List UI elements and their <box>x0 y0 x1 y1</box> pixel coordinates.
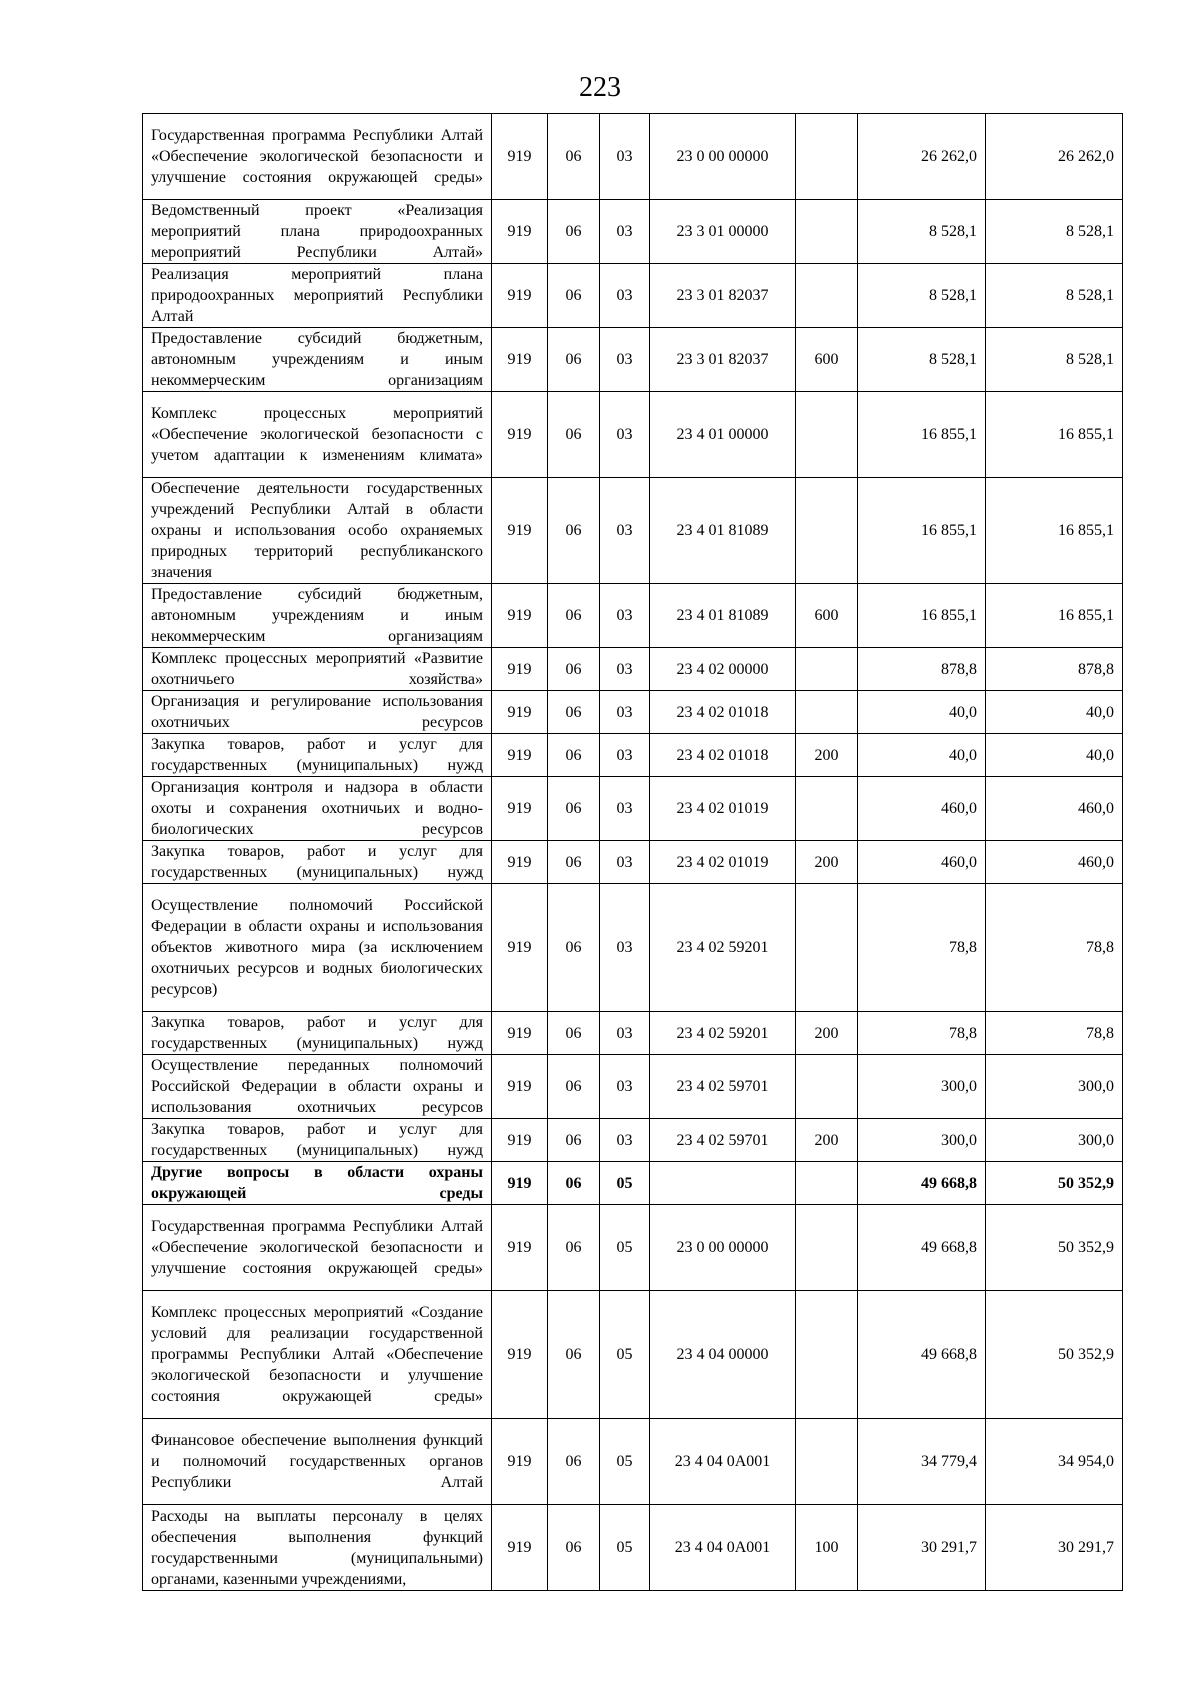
row-vr <box>796 648 858 691</box>
row-name: Закупка товаров, работ и услуг для государственных (муниципальных) нужд <box>143 734 492 777</box>
row-csr: 23 4 02 59701 <box>650 1119 796 1162</box>
row-name: Обеспечение деятельности государственных учреждений Республики Алтай в области охраны и использования особо охраняемых природных территорий республиканского значения <box>143 478 492 584</box>
row-name: Закупка товаров, работ и услуг для государственных (муниципальных) нужд <box>143 841 492 884</box>
row-amount-2: 300,0 <box>986 1055 1123 1119</box>
row-gr: 919 <box>492 200 548 264</box>
row-vr <box>796 264 858 328</box>
row-name: Закупка товаров, работ и услуг для государственных (муниципальных) нужд <box>143 1012 492 1055</box>
table-row <box>143 648 1123 691</box>
row-pr: 05 <box>600 1505 650 1591</box>
row-pr: 03 <box>600 841 650 884</box>
row-rz: 06 <box>548 1505 600 1591</box>
row-csr: 23 4 02 59201 <box>650 884 796 1012</box>
row-pr: 03 <box>600 777 650 841</box>
row-vr: 600 <box>796 584 858 648</box>
row-csr: 23 4 02 01018 <box>650 734 796 777</box>
row-gr: 919 <box>492 1505 548 1591</box>
row-amount-1: 300,0 <box>858 1055 986 1119</box>
row-gr: 919 <box>492 884 548 1012</box>
row-csr: 23 4 01 81089 <box>650 478 796 584</box>
row-amount-2: 34 954,0 <box>986 1419 1123 1505</box>
row-vr <box>796 1055 858 1119</box>
row-rz: 06 <box>548 584 600 648</box>
row-gr: 919 <box>492 1012 548 1055</box>
row-amount-2: 8 528,1 <box>986 264 1123 328</box>
row-gr: 919 <box>492 841 548 884</box>
row-gr: 919 <box>492 777 548 841</box>
table-row <box>143 584 1123 648</box>
row-vr <box>796 1419 858 1505</box>
row-csr <box>650 1162 796 1205</box>
table-row <box>143 478 1123 584</box>
row-name: Организация контроля и надзора в области охоты и сохранения охотничьих и водно-биологических ресурсов <box>143 777 492 841</box>
row-csr: 23 4 02 00000 <box>650 648 796 691</box>
row-amount-1: 8 528,1 <box>858 200 986 264</box>
row-pr: 03 <box>600 734 650 777</box>
row-amount-1: 878,8 <box>858 648 986 691</box>
row-name: Реализация мероприятий плана природоохранных мероприятий Республики Алтай <box>143 264 492 328</box>
row-amount-2: 26 262,0 <box>986 114 1123 200</box>
row-amount-1: 8 528,1 <box>858 328 986 392</box>
row-csr: 23 4 02 01018 <box>650 691 796 734</box>
row-amount-1: 16 855,1 <box>858 392 986 478</box>
row-pr: 03 <box>600 114 650 200</box>
row-gr: 919 <box>492 1119 548 1162</box>
row-name: Осуществление полномочий Российской Федерации в области охраны и использования объектов животного мира (за исключением охотничьих ресурсов и водных биологических ресурсов) <box>143 884 492 1012</box>
row-amount-1: 300,0 <box>858 1119 986 1162</box>
row-csr: 23 3 01 00000 <box>650 200 796 264</box>
row-rz: 06 <box>548 392 600 478</box>
row-amount-1: 30 291,7 <box>858 1505 986 1591</box>
row-amount-2: 878,8 <box>986 648 1123 691</box>
row-amount-1: 40,0 <box>858 691 986 734</box>
row-csr: 23 0 00 00000 <box>650 1205 796 1291</box>
row-vr <box>796 691 858 734</box>
row-amount-1: 49 668,8 <box>858 1291 986 1419</box>
row-pr: 05 <box>600 1419 650 1505</box>
row-amount-2: 30 291,7 <box>986 1505 1123 1591</box>
row-pr: 03 <box>600 648 650 691</box>
table-row <box>143 200 1123 264</box>
row-csr: 23 0 00 00000 <box>650 114 796 200</box>
row-gr: 919 <box>492 1419 548 1505</box>
table-row <box>143 1205 1123 1291</box>
table-row <box>143 734 1123 777</box>
row-name: Расходы на выплаты персоналу в целях обеспечения выполнения функций государственными (муниципальными) органами, казенными учреждениями, <box>143 1505 492 1591</box>
row-gr: 919 <box>492 114 548 200</box>
row-amount-2: 50 352,9 <box>986 1291 1123 1419</box>
row-amount-2: 300,0 <box>986 1119 1123 1162</box>
row-pr: 03 <box>600 584 650 648</box>
row-rz: 06 <box>548 1419 600 1505</box>
row-csr: 23 4 04 00000 <box>650 1291 796 1419</box>
row-rz: 06 <box>548 691 600 734</box>
row-pr: 03 <box>600 328 650 392</box>
row-vr <box>796 884 858 1012</box>
row-amount-1: 16 855,1 <box>858 478 986 584</box>
row-gr: 919 <box>492 264 548 328</box>
table-row <box>143 841 1123 884</box>
table-row <box>143 114 1123 200</box>
row-csr: 23 4 04 0А001 <box>650 1505 796 1591</box>
budget-table <box>142 113 1123 1591</box>
row-amount-2: 40,0 <box>986 734 1123 777</box>
row-vr: 100 <box>796 1505 858 1591</box>
row-amount-2: 78,8 <box>986 1012 1123 1055</box>
row-vr <box>796 1162 858 1205</box>
row-amount-1: 78,8 <box>858 1012 986 1055</box>
row-gr: 919 <box>492 584 548 648</box>
row-name: Осуществление переданных полномочий Российской Федерации в области охраны и использования охотничьих ресурсов <box>143 1055 492 1119</box>
row-name: Финансовое обеспечение выполнения функций и полномочий государственных органов Республики Алтай <box>143 1419 492 1505</box>
table-row <box>143 777 1123 841</box>
row-gr: 919 <box>492 392 548 478</box>
row-gr: 919 <box>492 691 548 734</box>
row-name: Предоставление субсидий бюджетным, автономным учреждениям и иным некоммерческим организациям <box>143 328 492 392</box>
row-vr <box>796 392 858 478</box>
row-csr: 23 4 02 59701 <box>650 1055 796 1119</box>
row-amount-2: 16 855,1 <box>986 392 1123 478</box>
table-row <box>143 264 1123 328</box>
row-vr <box>796 200 858 264</box>
row-rz: 06 <box>548 884 600 1012</box>
row-rz: 06 <box>548 264 600 328</box>
row-rz: 06 <box>548 478 600 584</box>
row-name: Государственная программа Республики Алтай «Обеспечение экологической безопасности и улучшение состояния окружающей среды» <box>143 114 492 200</box>
row-rz: 06 <box>548 1205 600 1291</box>
row-vr <box>796 777 858 841</box>
table-row <box>143 1419 1123 1505</box>
row-gr: 919 <box>492 1205 548 1291</box>
row-pr: 03 <box>600 478 650 584</box>
row-amount-1: 49 668,8 <box>858 1162 986 1205</box>
row-rz: 06 <box>548 1055 600 1119</box>
table-row <box>143 392 1123 478</box>
row-gr: 919 <box>492 734 548 777</box>
row-amount-1: 460,0 <box>858 777 986 841</box>
table-body <box>143 114 1123 1591</box>
row-rz: 06 <box>548 734 600 777</box>
row-amount-2: 78,8 <box>986 884 1123 1012</box>
row-gr: 919 <box>492 648 548 691</box>
row-amount-2: 40,0 <box>986 691 1123 734</box>
row-amount-1: 8 528,1 <box>858 264 986 328</box>
row-csr: 23 4 02 01019 <box>650 841 796 884</box>
row-vr <box>796 1205 858 1291</box>
row-rz: 06 <box>548 1119 600 1162</box>
row-amount-2: 8 528,1 <box>986 200 1123 264</box>
row-rz: 06 <box>548 1291 600 1419</box>
row-name: Государственная программа Республики Алтай «Обеспечение экологической безопасности и улучшение состояния окружающей среды» <box>143 1205 492 1291</box>
row-vr: 200 <box>796 1119 858 1162</box>
row-rz: 06 <box>548 777 600 841</box>
row-vr: 200 <box>796 841 858 884</box>
row-rz: 06 <box>548 114 600 200</box>
row-name: Комплекс процессных мероприятий «Создание условий для реализации государственной программы Республики Алтай «Обеспечение экологической безопасности и улучшение состояния окружающей среды» <box>143 1291 492 1419</box>
table-row <box>143 1505 1123 1591</box>
row-rz: 06 <box>548 648 600 691</box>
row-gr: 919 <box>492 1055 548 1119</box>
row-pr: 03 <box>600 1055 650 1119</box>
row-amount-1: 49 668,8 <box>858 1205 986 1291</box>
row-gr: 919 <box>492 478 548 584</box>
row-vr: 200 <box>796 734 858 777</box>
row-rz: 06 <box>548 328 600 392</box>
row-amount-2: 460,0 <box>986 841 1123 884</box>
row-pr: 05 <box>600 1291 650 1419</box>
table-row <box>143 328 1123 392</box>
row-pr: 03 <box>600 200 650 264</box>
row-amount-1: 34 779,4 <box>858 1419 986 1505</box>
row-amount-2: 8 528,1 <box>986 328 1123 392</box>
row-csr: 23 4 02 59201 <box>650 1012 796 1055</box>
row-amount-2: 16 855,1 <box>986 478 1123 584</box>
page-number: 223 <box>579 72 621 103</box>
table-row <box>143 1291 1123 1419</box>
row-pr: 05 <box>600 1205 650 1291</box>
row-vr <box>796 478 858 584</box>
row-amount-2: 50 352,9 <box>986 1205 1123 1291</box>
row-amount-2: 16 855,1 <box>986 584 1123 648</box>
row-name: Ведомственный проект «Реализация мероприятий плана природоохранных мероприятий Республики Алтай» <box>143 200 492 264</box>
row-rz: 06 <box>548 1012 600 1055</box>
row-pr: 05 <box>600 1162 650 1205</box>
row-amount-1: 16 855,1 <box>858 584 986 648</box>
row-name: Предоставление субсидий бюджетным, автономным учреждениям и иным некоммерческим организациям <box>143 584 492 648</box>
row-pr: 03 <box>600 691 650 734</box>
row-vr <box>796 114 858 200</box>
table-row <box>143 884 1123 1012</box>
row-rz: 06 <box>548 1162 600 1205</box>
row-vr: 200 <box>796 1012 858 1055</box>
row-pr: 03 <box>600 392 650 478</box>
row-name: Комплекс процессных мероприятий «Обеспечение экологической безопасности с учетом адаптации к изменениям климата» <box>143 392 492 478</box>
row-pr: 03 <box>600 264 650 328</box>
row-pr: 03 <box>600 884 650 1012</box>
row-name: Организация и регулирование использования охотничьих ресурсов <box>143 691 492 734</box>
row-name: Комплекс процессных мероприятий «Развитие охотничьего хозяйства» <box>143 648 492 691</box>
row-gr: 919 <box>492 1291 548 1419</box>
row-csr: 23 4 02 01019 <box>650 777 796 841</box>
row-name: Другие вопросы в области охраны окружающей среды <box>143 1162 492 1205</box>
row-vr: 600 <box>796 328 858 392</box>
table-row <box>143 1055 1123 1119</box>
table-row <box>143 691 1123 734</box>
row-csr: 23 4 04 0А001 <box>650 1419 796 1505</box>
row-amount-2: 460,0 <box>986 777 1123 841</box>
row-vr <box>796 1291 858 1419</box>
row-csr: 23 3 01 82037 <box>650 328 796 392</box>
row-pr: 03 <box>600 1119 650 1162</box>
row-amount-1: 78,8 <box>858 884 986 1012</box>
row-gr: 919 <box>492 1162 548 1205</box>
row-csr: 23 4 01 00000 <box>650 392 796 478</box>
table-row <box>143 1012 1123 1055</box>
row-gr: 919 <box>492 328 548 392</box>
row-pr: 03 <box>600 1012 650 1055</box>
row-amount-1: 26 262,0 <box>858 114 986 200</box>
row-rz: 06 <box>548 200 600 264</box>
row-amount-2: 50 352,9 <box>986 1162 1123 1205</box>
row-csr: 23 3 01 82037 <box>650 264 796 328</box>
row-name: Закупка товаров, работ и услуг для государственных (муниципальных) нужд <box>143 1119 492 1162</box>
table-row <box>143 1119 1123 1162</box>
row-amount-1: 460,0 <box>858 841 986 884</box>
row-rz: 06 <box>548 841 600 884</box>
row-csr: 23 4 01 81089 <box>650 584 796 648</box>
table-row <box>143 1162 1123 1205</box>
row-amount-1: 40,0 <box>858 734 986 777</box>
